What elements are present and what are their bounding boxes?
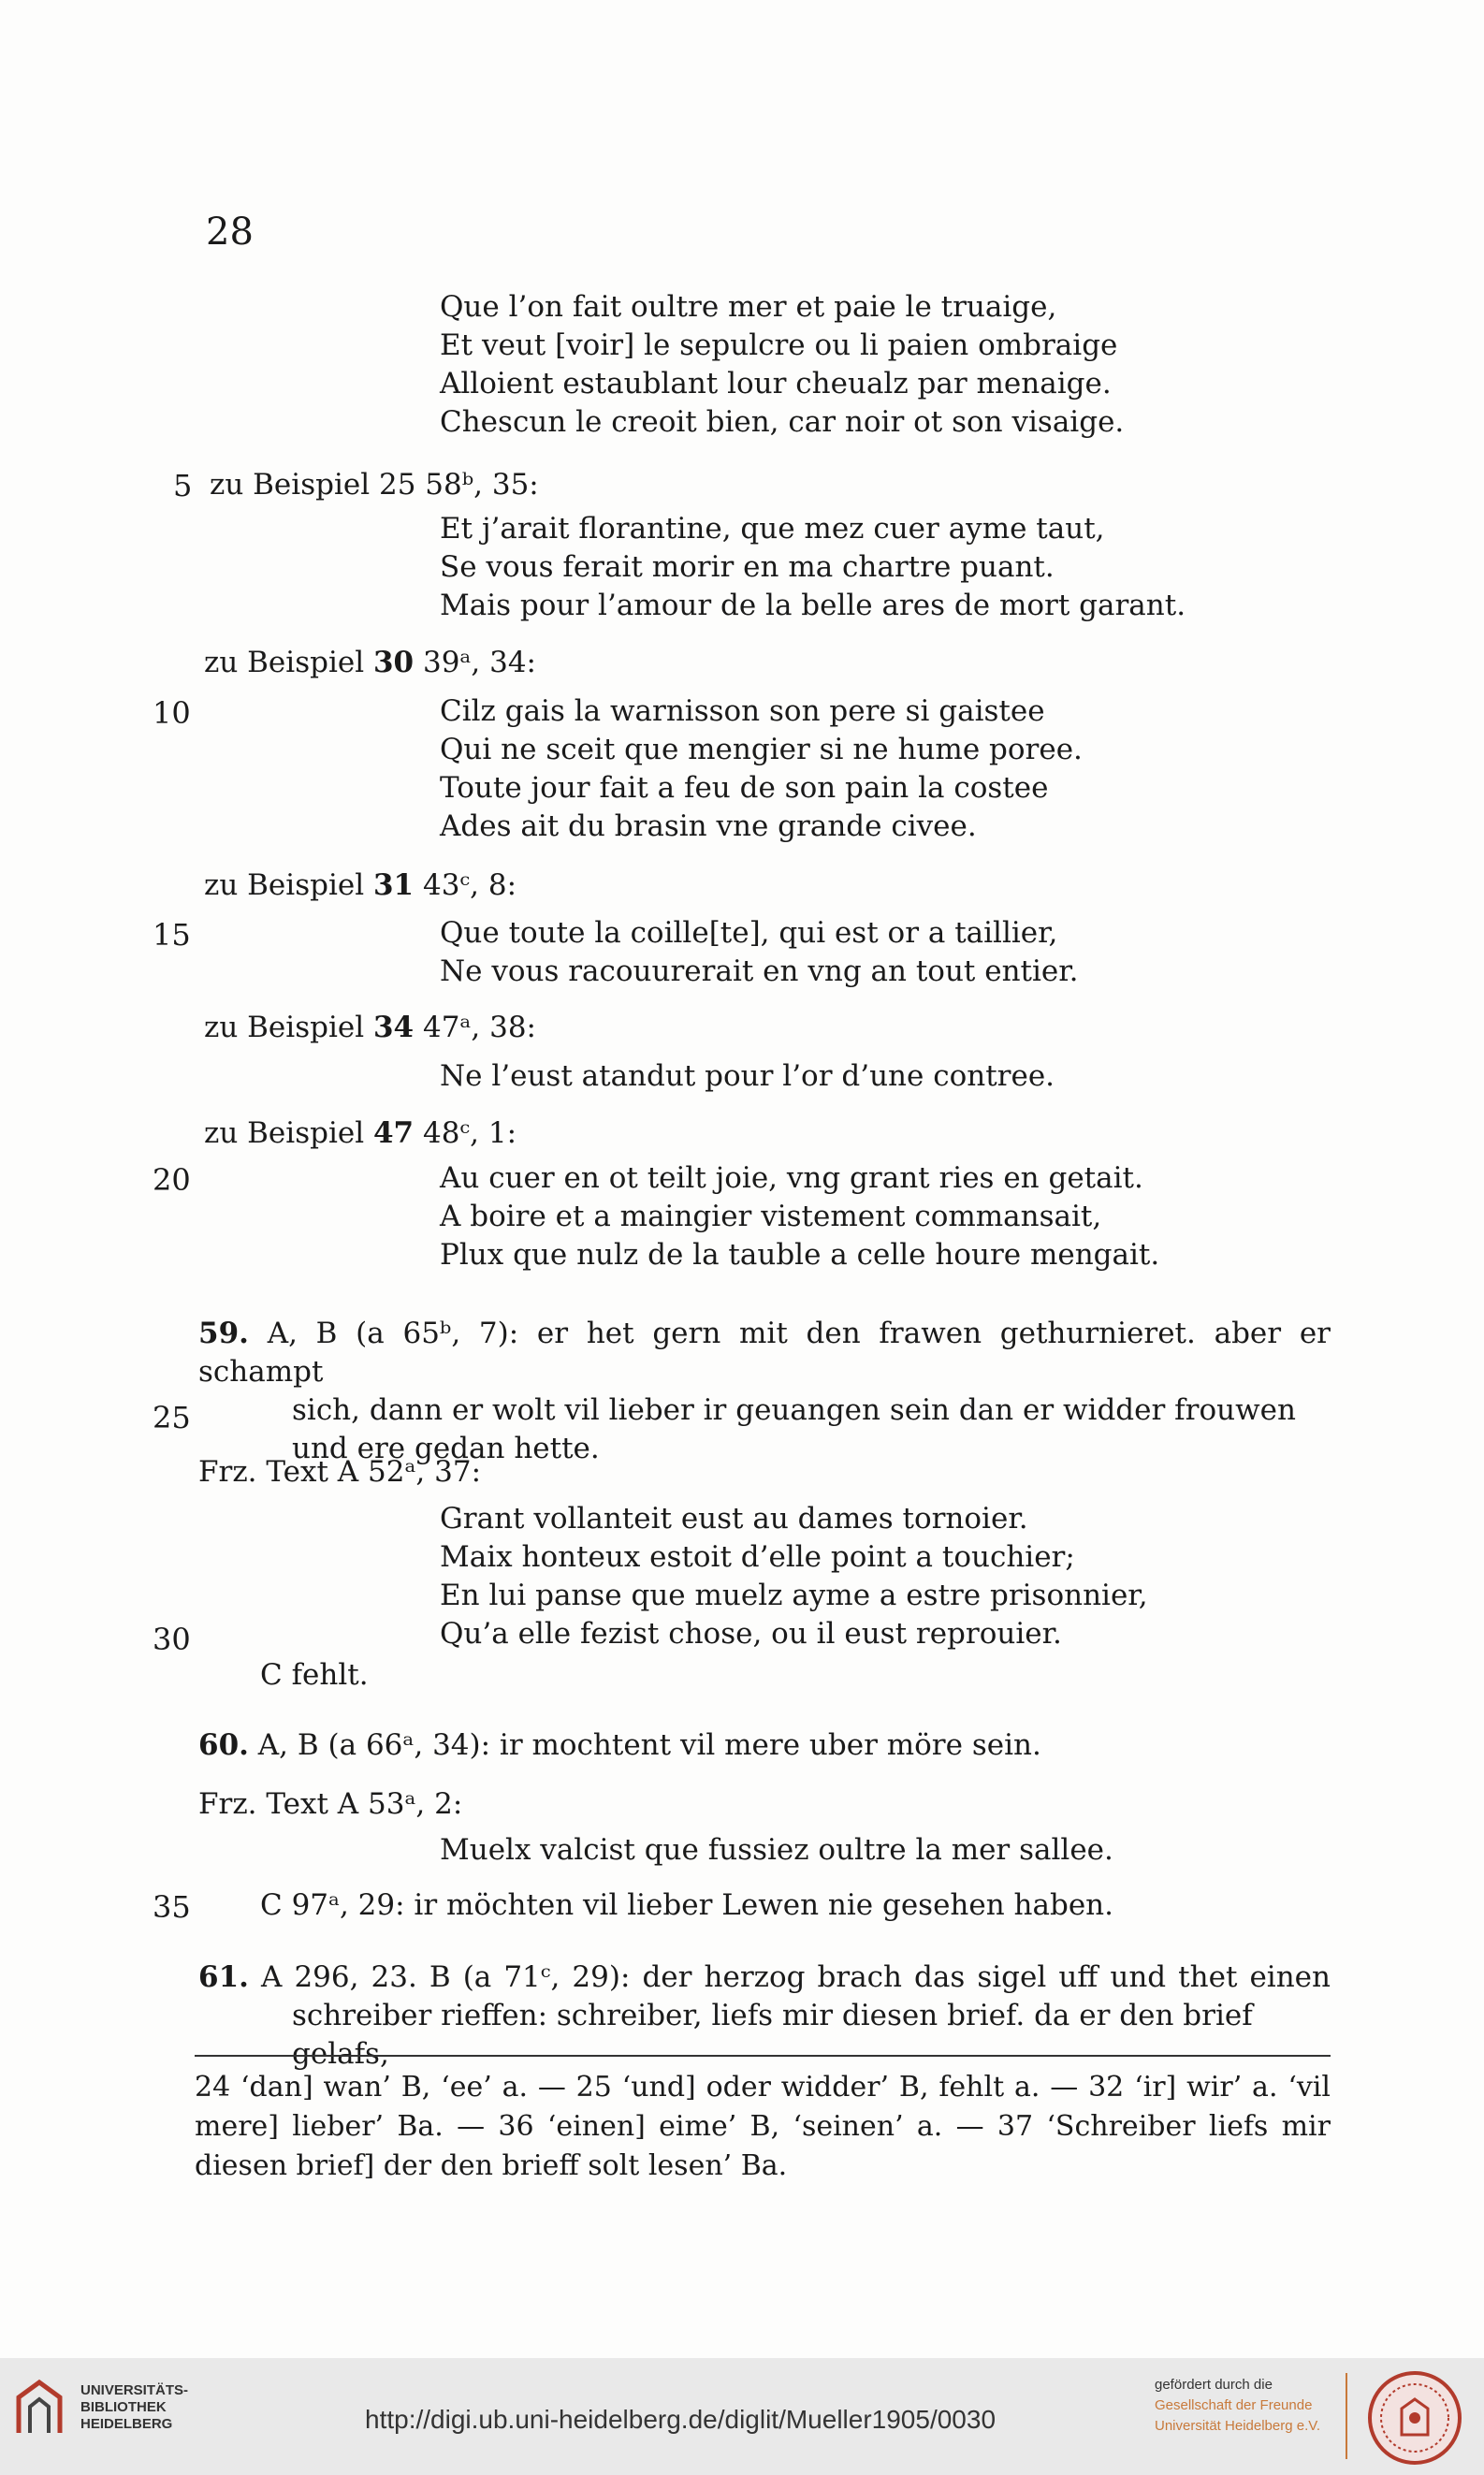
footnote: 24 ‘dan] wan’ B, ‘ee’ a. — 25 ‘und] oder widder’ B, fehlt a. — 32 ‘ir] wir’ a. ‘vil mere] lieber’ Ba. — 36 ‘einen] eime’ B, ‘seinen’ a. — 37 ‘Schreiber liefs mir diesen brief] der den brieff solt lesen’ Ba. [195, 2071, 1331, 2182]
verse-block [440, 1057, 1055, 1096]
example-header: zu Beispiel 47 48ᶜ, 1: [204, 1116, 517, 1150]
verse-line: Grant vollanteit eust au dames tornoier. [440, 1502, 1028, 1536]
permalink-url[interactable]: http://digi.ub.uni-heidelberg.de/diglit/Mueller1905/0030 [365, 2405, 997, 2434]
verse-block [440, 1500, 1148, 1653]
entry-line: schreiber rieffen: schreiber, liefs mir diesen brief. da er den brief gelafs, [292, 1999, 1253, 2071]
entry-59 [198, 1315, 1331, 1468]
page-number: 28 [206, 211, 254, 254]
verse-line: Que l’on fait oultre mer et paie le truaige, [440, 290, 1057, 324]
example-header: zu Beispiel 31 43ᶜ, 8: [204, 868, 517, 902]
line-number: 25 [153, 1400, 191, 1435]
verse-line: Alloient estaublant lour cheualz par menaige. [440, 367, 1112, 400]
entry-first-line: 61. A 296, 23. B (a 71ᶜ, 29): der herzog brach das sigel uff und thet einen [198, 1960, 1331, 1994]
verse-line: Maix honteux estoit d’elle point a touchier; [440, 1540, 1075, 1574]
verse-line: Ne l’eust atandut pour l’or d’une contree. [440, 1059, 1055, 1093]
line-number: 35 [153, 1889, 191, 1925]
line-number: 30 [153, 1622, 191, 1657]
example-header: zu Beispiel 30 39ᵃ, 34: [204, 646, 536, 679]
verse-block [440, 288, 1124, 442]
verse-line: Chescun le creoit bien, car noir ot son visaige. [440, 405, 1125, 439]
manuscript-c-note: C 97ᵃ, 29: ir möchten vil lieber Lewen nie gesehen haben. [260, 1888, 1114, 1922]
library-logo[interactable] [11, 2377, 188, 2439]
verse-line: Toute jour fait a feu de son pain la costee [440, 771, 1049, 805]
sponsor-note: gefördert durch die Gesellschaft der Freunde Universität Heidelberg e.V. [1155, 2377, 1321, 2434]
library-emblem-icon [11, 2377, 67, 2439]
verse-block [440, 1159, 1159, 1274]
line-number: 20 [153, 1162, 191, 1198]
verse-line: Mais pour l’amour de la belle ares de mort garant. [440, 589, 1186, 622]
verse-line: Cilz gais la warnisson son pere si gaistee [440, 694, 1045, 728]
verse-line: Que toute la coille[te], qui est or a taillier, [440, 916, 1058, 950]
line-number: 5 [173, 468, 193, 503]
example-header: zu Beispiel 34 47ᵃ, 38: [204, 1011, 536, 1044]
verse-block [440, 692, 1083, 846]
entry-line: sich, dann er wolt vil lieber ir geuangen sein dan er widder frouwen [292, 1393, 1296, 1427]
example-header: zu Beispiel 25 58ᵇ, 35: [210, 468, 539, 502]
french-text-ref: Frz. Text A 53ᵃ, 2: [198, 1787, 463, 1821]
verse-line: Et veut [voir] le sepulcre ou li paien ombraige [440, 328, 1118, 362]
verse-block [440, 914, 1079, 991]
verse-block [440, 510, 1186, 625]
french-text-ref: Frz. Text A 52ᵃ, 37: [198, 1455, 482, 1489]
library-name: UNIVERSITÄTS- BIBLIOTHEK HEIDELBERG [80, 2382, 189, 2432]
verse-line: Se vous ferait morir en ma chartre puant. [440, 550, 1055, 584]
footnote-divider [195, 2055, 1331, 2057]
verse-line: Au cuer en ot teilt joie, vng grant ries en getait. [440, 1161, 1143, 1195]
line-number: 10 [153, 695, 191, 731]
verse-line: Qui ne sceit que mengier si ne hume poree. [440, 733, 1083, 766]
verse-line: Et j’arait florantine, que mez cuer ayme taut, [440, 512, 1105, 546]
verse-line: Ades ait du brasin vne grande civee. [440, 809, 977, 843]
verse-line: Plux que nulz de la tauble a celle houre mengait. [440, 1238, 1160, 1272]
verse-line: Ne vous racouurerait en vng an tout entier. [440, 954, 1079, 988]
sponsor-divider [1346, 2373, 1347, 2459]
university-seal-icon [1366, 2369, 1463, 2467]
verse-line: Qu’a elle fezist chose, ou il eust reprouier. [440, 1617, 1062, 1651]
line-number: 15 [153, 917, 191, 953]
entry-line: und ere gedan hette. [292, 1432, 600, 1465]
verse-line: A boire et a maingier vistement commansait, [440, 1200, 1102, 1233]
verse-line: Muelx valcist que fussiez oultre la mer sallee. [440, 1833, 1113, 1867]
entry-first-line: 59. A, B (a 65ᵇ, 7): er het gern mit den frawen gethurnieret. aber er schampt [198, 1317, 1331, 1389]
entry-60: 60. A, B (a 66ᵃ, 34): ir mochtent vil mere uber möre sein. [198, 1728, 1041, 1762]
verse-line: En lui panse que muelz ayme a estre prisonnier, [440, 1579, 1148, 1612]
manuscript-c-note: C fehlt. [260, 1658, 369, 1692]
